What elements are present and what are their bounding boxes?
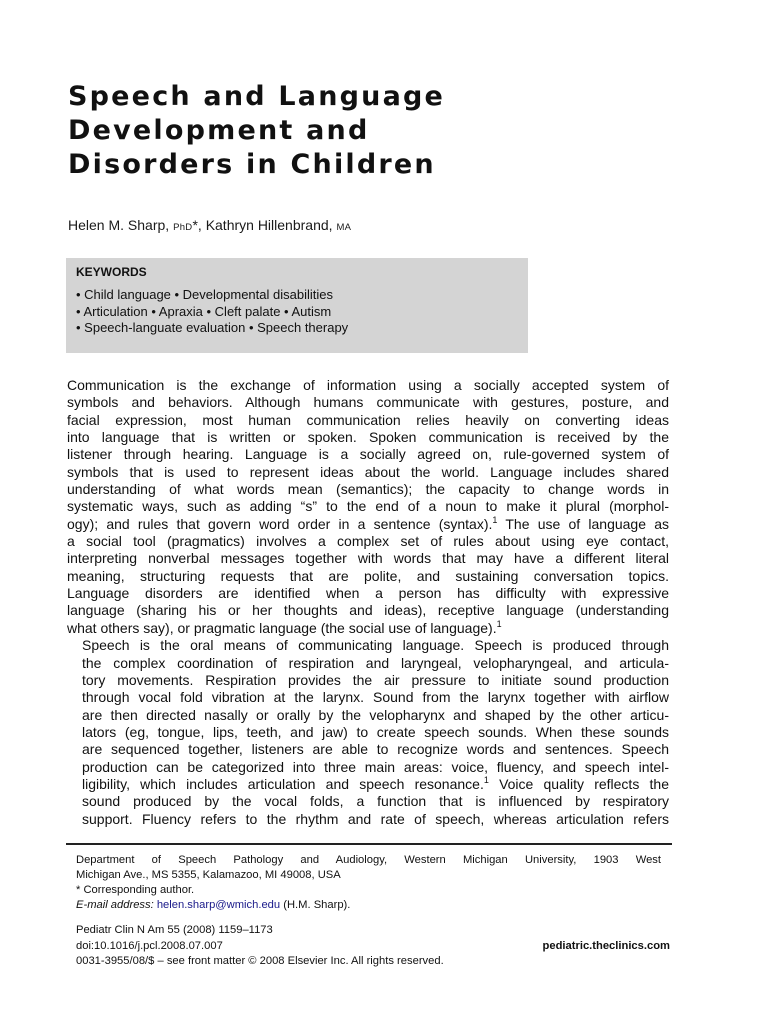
author-degree: PhD — [173, 222, 193, 233]
copyright-text: 0031-3955/08/$ – see front matter © 2008 Elsevier Inc. All rights reserved. — [76, 955, 444, 967]
author-separator: , — [197, 217, 202, 233]
author-degree: MA — [336, 222, 352, 233]
text-line: support. Fluency refers to the rhythm and rate of speech, whereas articulation refers — [82, 810, 669, 827]
article-body — [67, 377, 669, 828]
title-line: Disorders in Children — [68, 149, 436, 180]
text-line: Speech is the oral means of communicating language. Speech is produced through — [82, 637, 669, 654]
text-run: ogy); and rules that govern word order in a sentence (syntax). — [67, 515, 493, 532]
text-line: Communication is the exchange of information using a socially accepted system of — [67, 377, 669, 393]
email-label: E-mail address: — [76, 899, 154, 911]
text-line: facial expression, most human communication relies heavily on converting ideas — [67, 411, 669, 428]
text-line — [67, 516, 669, 533]
text-run: what others say), or pragmatic language (the social use of language). — [67, 619, 497, 636]
text-line: tory movements. Respiration provides the air pressure to initiate sound production — [82, 671, 669, 688]
text-line: interpreting nonverbal messages together with words that may have a different literal — [67, 550, 669, 567]
reference-link[interactable]: 1 — [483, 774, 489, 785]
affiliation-line: Michigan Ave., MS 5355, Kalamazoo, MI 49008, USA — [76, 869, 341, 881]
text-line — [67, 620, 669, 637]
text-line: production can be categorized into three main areas: voice, fluency, and speech intel- — [82, 758, 669, 775]
text-line: into language that is written or spoken. Spoken communication is received by the — [67, 429, 669, 446]
author-footnote — [76, 853, 661, 913]
keywords-heading: KEYWORDS — [76, 265, 147, 279]
text-line: Language disorders are identified when a person has difficulty with expressive — [67, 585, 669, 602]
text-line: sound produced by the vocal folds, a function that is influenced by respiratory — [82, 793, 669, 810]
doi-text: doi:10.1016/j.pcl.2008.07.007 — [76, 939, 223, 952]
email-line — [76, 898, 661, 913]
text-line: are then directed nasally or orally by the velopharynx and shaped by the other articu- — [82, 706, 669, 723]
footnote-divider — [66, 843, 672, 845]
text-line: a social tool (pragmatics) involves a complex set of rules about using eye contact, — [67, 533, 669, 550]
body-paragraph — [67, 377, 669, 637]
text-line: meaning, structuring requests that are polite, and sustaining conversation topics. — [67, 567, 669, 584]
text-run: Voice quality reflects the — [488, 775, 669, 792]
text-run: ligibility, which includes articulation and speech resonance. — [82, 775, 484, 792]
affiliation-line: Department of Speech Pathology and Audiology, Western Michigan University, 1903 West — [76, 854, 661, 866]
journal-citation: Pediatr Clin N Am 55 (2008) 1159–1173 — [76, 924, 273, 936]
text-line: lators (eg, tongue, lips, teeth, and jaw) to create speech sounds. When these sounds — [82, 723, 669, 740]
author-name: Helen M. Sharp, — [68, 217, 170, 233]
keywords-box — [66, 258, 528, 353]
text-line: systematic ways, such as adding “s” to the end of a noun to make it plural (morphol- — [67, 498, 669, 515]
article-title — [68, 80, 628, 182]
text-line: symbols that is used to represent ideas about the world. Language includes shared — [67, 463, 669, 480]
corresponding-note: * Corresponding author. — [76, 884, 195, 896]
journal-website-link[interactable]: pediatric.theclinics.com — [542, 939, 670, 952]
body-paragraph — [67, 637, 669, 828]
keywords-line: • Speech-languate evaluation • Speech therapy — [76, 320, 349, 335]
text-line: are sequenced together, listeners are able to recognize words and sentences. Speech — [82, 741, 669, 758]
text-line: the complex coordination of respiration and laryngeal, velopharyngeal, and articula- — [82, 654, 669, 671]
corresponding-marker: * — [192, 217, 198, 233]
author-list — [68, 216, 351, 237]
text-line: language (sharing his or her thoughts and ideas), receptive language (understanding — [67, 602, 669, 619]
text-line: symbols and behaviors. Although humans communicate with gestures, posture, and — [67, 394, 669, 411]
journal-info — [76, 923, 670, 970]
text-line: through vocal fold vibration at the larynx. Sound from the larynx together with airflow — [82, 689, 669, 706]
title-line: Development and — [68, 115, 370, 146]
reference-link[interactable]: 1 — [496, 618, 502, 629]
reference-link[interactable]: 1 — [492, 514, 498, 525]
text-line: understanding of what words mean (semantics); the capacity to change words in — [67, 481, 669, 498]
keywords-line: • Child language • Developmental disabilities — [76, 287, 333, 302]
email-link[interactable]: helen.sharp@wmich.edu — [156, 899, 281, 911]
author-name: Kathryn Hillenbrand, — [205, 217, 333, 233]
title-line: Speech and Language — [68, 81, 446, 112]
keywords-line: • Articulation • Apraxia • Cleft palate • Autism — [76, 303, 332, 319]
text-line — [67, 776, 669, 793]
email-owner: (H.M. Sharp). — [283, 899, 351, 911]
text-run: The use of language as — [497, 515, 669, 532]
text-line: listener through hearing. Language is a socially agreed on, rule-governed system of — [67, 446, 669, 463]
